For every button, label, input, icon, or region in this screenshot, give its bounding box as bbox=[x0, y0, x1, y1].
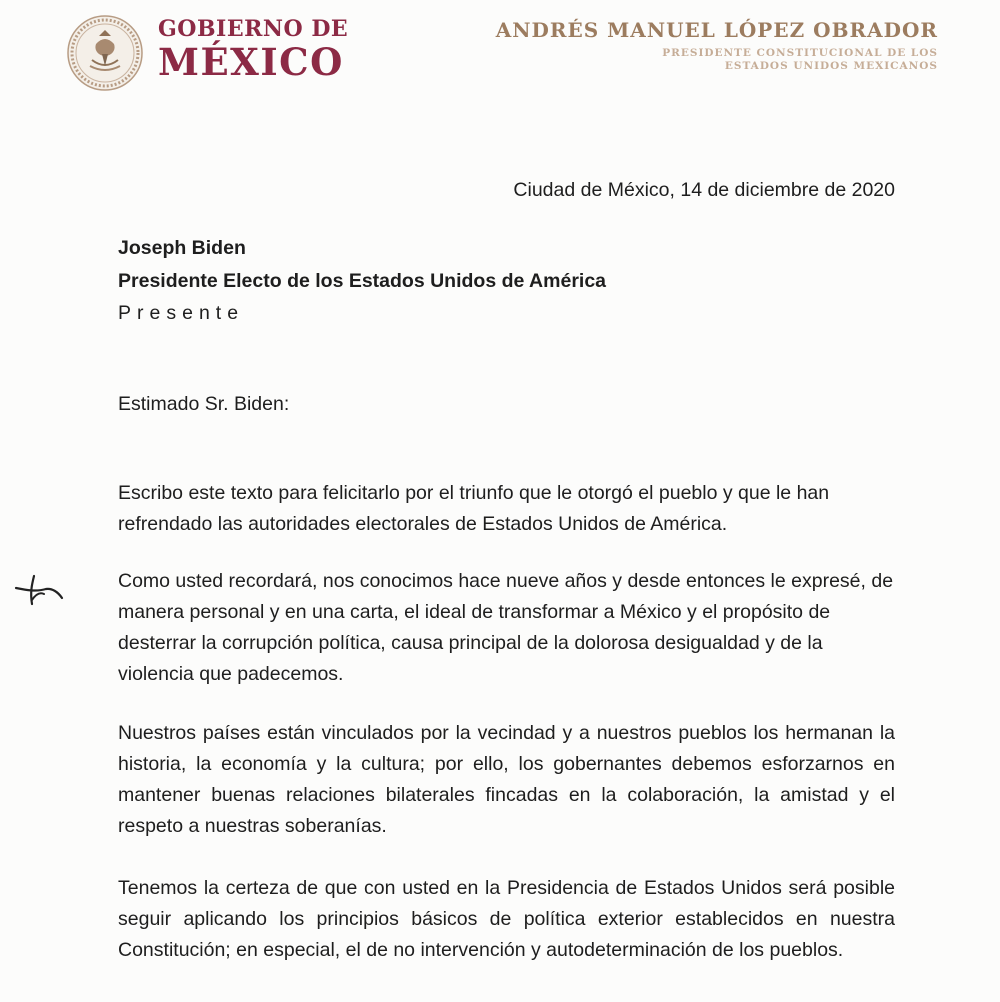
letter-date: Ciudad de México, 14 de diciembre de 2020 bbox=[513, 179, 895, 201]
handwritten-initial-icon bbox=[6, 570, 70, 610]
president-title-line1: PRESIDENTE CONSTITUCIONAL DE LOS bbox=[662, 47, 938, 59]
salutation: Estimado Sr. Biden: bbox=[118, 393, 290, 415]
government-line2: MÉXICO bbox=[158, 40, 344, 84]
paragraph-1: Escribo este texto para felicitarlo por el triunfo que le otorgó el pueblo y que le han refrendado las autoridades electorales de Estados Unidos de América. bbox=[118, 482, 830, 535]
paragraph-3: Nuestros países están vinculados por la vecindad y a nuestros pueblos los hermanan la historia, la economía y la cultura; por ello, los gobernantes debemos esforzarnos en mantener buenas relaciones bilaterales fincadas en la colaboración, la amistad y el respeto a nuestras soberanías. bbox=[118, 722, 895, 837]
president-header bbox=[496, 18, 938, 73]
recipient-title: Presidente Electo de los Estados Unidos de América bbox=[118, 270, 607, 292]
presente-label: Presente bbox=[118, 302, 245, 324]
president-title-line2: ESTADOS UNIDOS MEXICANOS bbox=[724, 60, 938, 72]
government-line1: GOBIERNO DE bbox=[158, 16, 349, 42]
government-logo-text bbox=[158, 16, 349, 84]
coat-of-arms-seal-icon bbox=[66, 14, 144, 92]
paragraph-2: Como usted recordará, nos conocimos hace nueve años y desde entonces le expresé, de manera personal y en una carta, el ideal de transformar a México y el propósito de desterrar la corrupción política, causa principal de la dolorosa desigualdad y de la violencia que padecemos. bbox=[118, 570, 894, 685]
recipient-name: Joseph Biden bbox=[118, 237, 246, 259]
paragraph-4: Tenemos la certeza de que con usted en la Presidencia de Estados Unidos será posible seguir aplicando los principios básicos de política exterior establecidos en nuestra Constitución; en especial, el de no intervención y autodeterminación de los pueblos. bbox=[118, 877, 895, 961]
president-name: ANDRÉS MANUEL LÓPEZ OBRADOR bbox=[495, 18, 938, 42]
